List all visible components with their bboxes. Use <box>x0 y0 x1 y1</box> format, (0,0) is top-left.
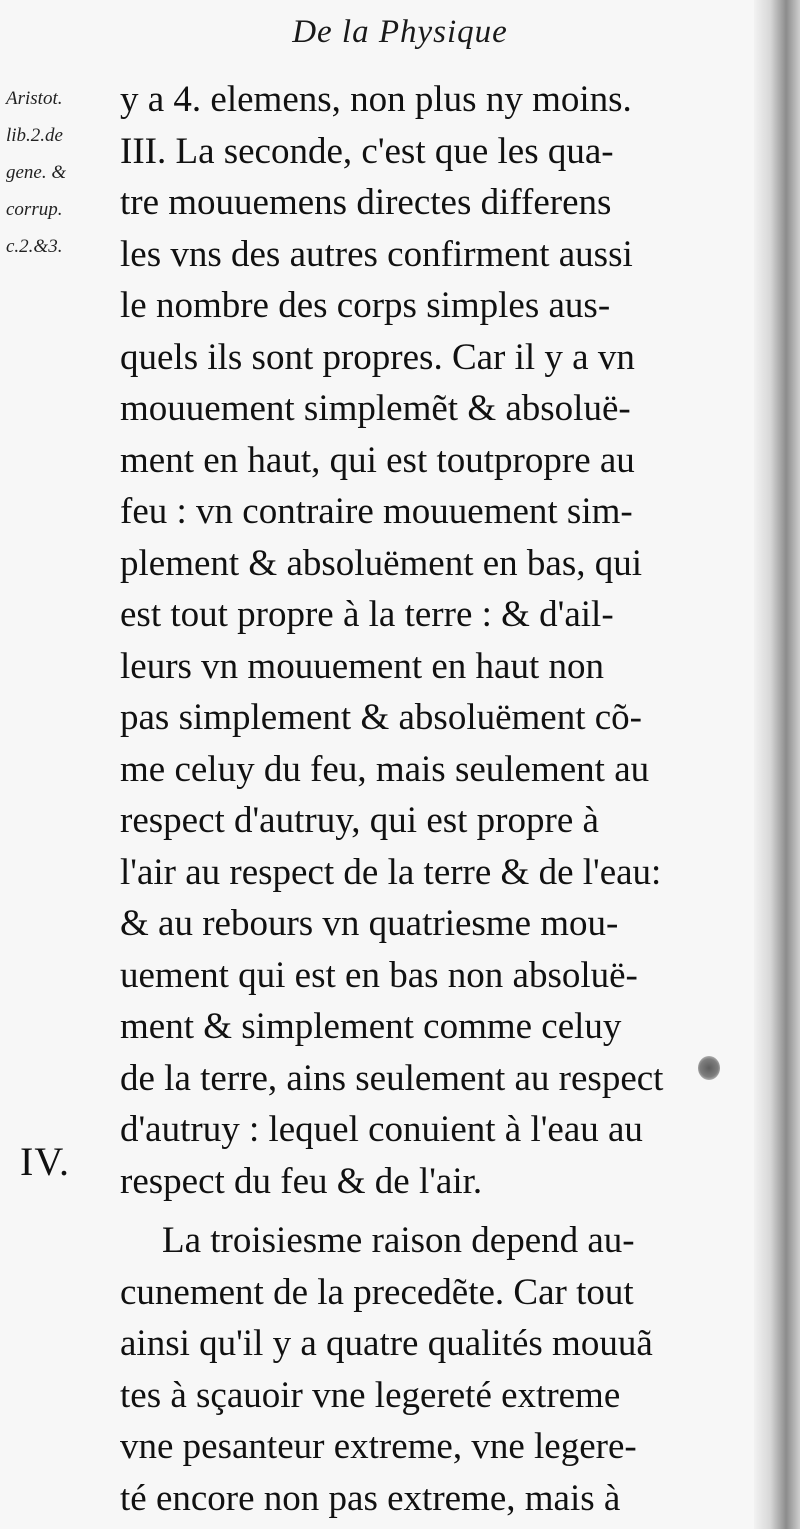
text-line: l'air au respect de la terre & de l'eau: <box>120 851 662 893</box>
margin-note-line: corrup. <box>6 199 63 220</box>
margin-note-line: gene. & <box>6 162 67 183</box>
section-number: IV. <box>20 1139 71 1184</box>
text-line: III. La seconde, c'est que les qua- <box>120 130 614 172</box>
page-edge-shadow <box>754 0 800 1529</box>
text-line: té encore non pas extreme, mais à <box>120 1477 621 1519</box>
text-line: tes à sçauoir vne legereté extreme <box>120 1374 621 1416</box>
text-line: ment & simplement comme celuy <box>120 1006 622 1047</box>
text-line: est tout propre à la terre : & d'ail- <box>120 594 614 635</box>
ink-blot <box>698 1056 720 1080</box>
text-line: pas simplement & absoluëment cõ- <box>120 697 642 738</box>
text-line: le nombre des corps simples aus- <box>120 285 611 326</box>
text-line: & au rebours vn quatriesme mou- <box>120 903 619 944</box>
text-line: quels ils sont propres. Car il y a vn <box>120 336 635 378</box>
text-line: y a 4. elemens, non plus ny moins. <box>120 79 632 120</box>
text-line: uement qui est en bas non absoluë- <box>120 954 638 996</box>
text-line: respect d'autruy, qui est propre à <box>120 800 599 841</box>
text-line: vne pesanteur extreme, vne legere- <box>120 1426 637 1467</box>
text-line: leurs vn mouuement en haut non <box>120 645 604 687</box>
text-line: La troisiesme raison depend au- <box>162 1220 635 1261</box>
text-line: les vns des autres confirment aussi <box>120 233 633 275</box>
text-line: plement & absoluëment en bas, qui <box>120 542 642 584</box>
margin-note-line: c.2.&3. <box>6 236 63 257</box>
text-line: tre mouuemens directes differens <box>120 182 612 223</box>
text-line: mouuement simplemẽt & absoluë- <box>120 388 631 429</box>
text-line: de la terre, ains seulement au respect <box>120 1057 664 1099</box>
text-line: me celuy du feu, mais seulement au <box>120 748 650 790</box>
paragraph-gap <box>120 1207 732 1215</box>
margin-note-line: Aristot. <box>6 88 63 109</box>
text-line: ment en haut, qui est toutpropre au <box>120 439 635 481</box>
text-line: ainsi qu'il y a quatre qualités mouuã <box>120 1323 653 1364</box>
text-line: respect du feu & de l'air. <box>120 1160 483 1202</box>
running-title: De la Physique <box>292 14 508 50</box>
text-line: cunement de la precedẽte. Car tout <box>120 1271 634 1313</box>
text-line: d'autruy : lequel conuient à l'eau au <box>120 1109 643 1150</box>
text-line: feu : vn contraire mouuement sim- <box>120 491 633 532</box>
main-text-block <box>120 74 732 1524</box>
margin-citation <box>6 80 118 265</box>
margin-note-line: lib.2.de <box>6 125 63 146</box>
